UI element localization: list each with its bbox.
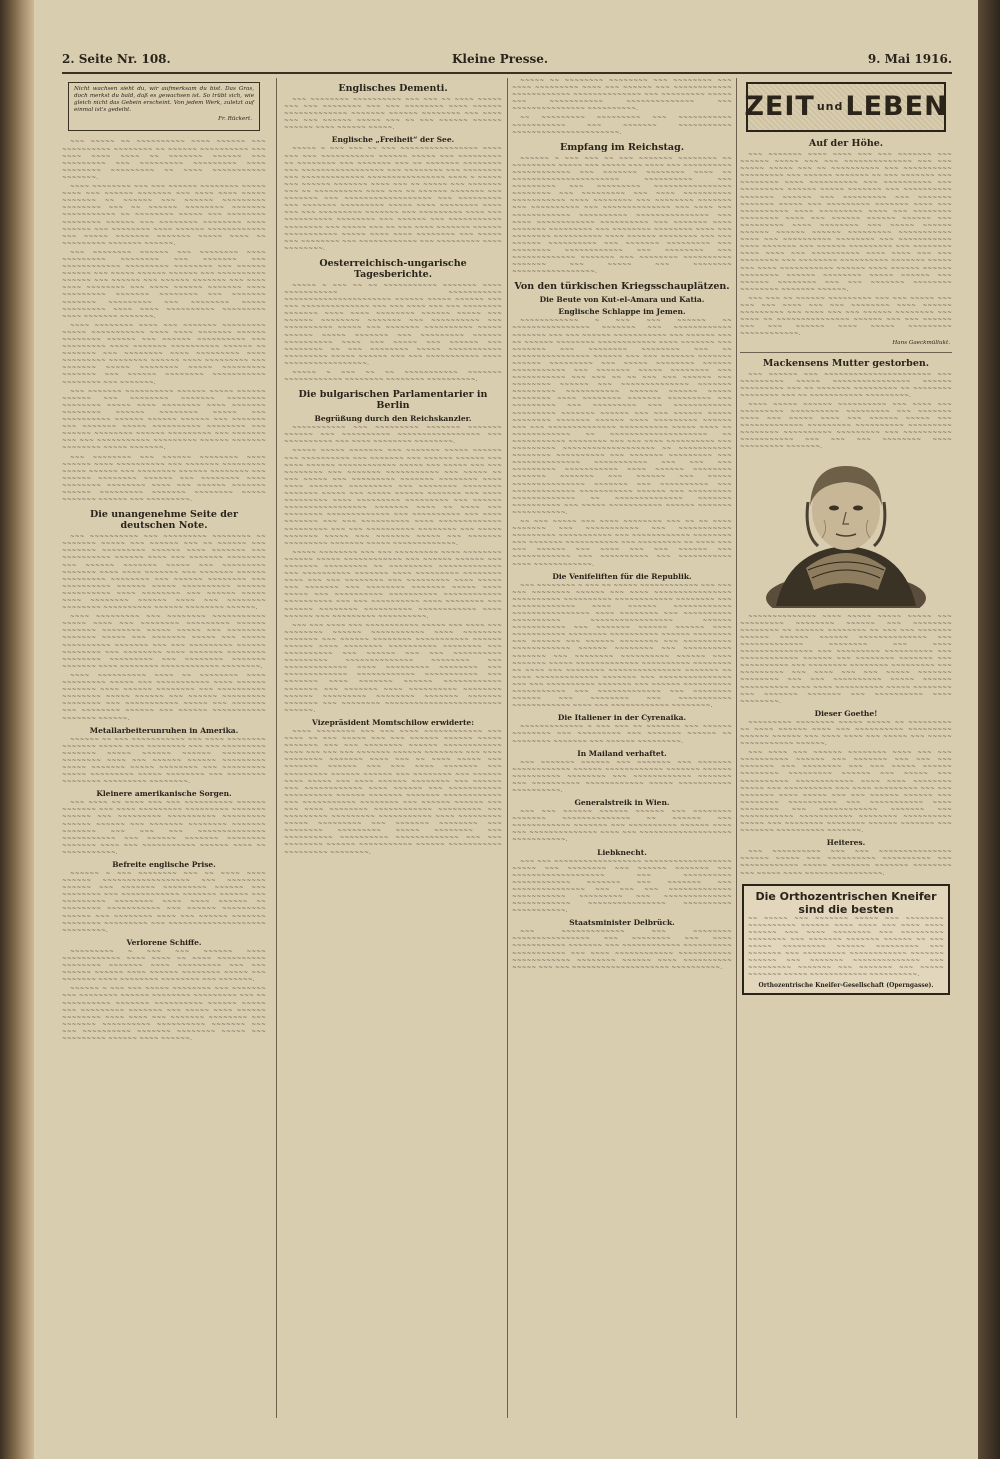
headline-heiteres: Heiteres. [826,838,866,848]
page-edge [978,0,1000,1459]
headline-englische-freiheit: Englische „Freiheit“ der See. [331,135,455,145]
kneifer-advertisement [742,884,950,995]
article-body: ~~~ ~~~~~ ~~ ~~~~~~~~~~ ~~~~ ~~~~~~ ~~~ ~~~~~~~~~~ ~~~~~~~~ ~~ ~~~~~~ ~~~~~~~~~~ ~~~ ~~~~ ~~~~ ~~~~ ~~ ~~~~~~~ ~~~~~~ ~~~ ~~~~~~~~~ ~~~ ~~~~~~~~~ ~~~~~~~~~ ~~~~ ~~~~~~~~ ~~~~~~~~~ ~~ ~~~~ ~~~~~~~~~~~ ~~~~~~~. ~~~~ ~~~~~~~~ ~~~ ~~~ ~~~~~~ ~~~~~~~~ ~~~~~ ~~~~ ~~~ ~~~~~~ ~~~~~~~ ~~~ ~~~~ ~~~~ ~~~~~ ~~~~~~~ ~~ ~~~~~~ ~~~ ~~~~~~ ~~~~~~~~~ ~~~~~~~~ ~~~ ~~ ~~~~~~ ~~~~~~~~ ~~~~~~~ ~~~~~~~~~~~ ~~ ~~~~~~~~ ~~~~~ ~~~ ~~~~~~~~ ~~~~~~~~ ~~~~~~ ~~~ ~~~~~~~~ ~~~~~~~~ ~~~~ ~~~~~~ ~~~ ~~~~~~~~ ~~~~ ~~~~~~ ~~~~~~~~~~~~ ~~~ ~~~~~ ~~~~~~~ ~~~~~~~ ~~~~~ ~~~~ ~~ ~~~~~~~~~ ~~~~~~~ ~~~~~~. ~~~ ~~~~~~~~ ~~~~~~ ~~~ ~~~~~~~~ ~~~~ ~~~~~~~~~ ~~~~~~~~ ~~~ ~~~~~~~ ~~~ ~~~~~~~~~~~~ ~~~~~~~~~ ~~~~~~~~ ~~~ ~~~~~~ ~~~~~~ ~~~ ~~~~~ ~~~~~~ ~~~~~~ ~~~ ~~~~~~~~~~ ~~~~~~ ~~~ ~~~~~~ ~~~ ~~~~~~ ~~~~~~~ ~~~ ~~~~ ~~~~ ~~~~~~~~ ~~~ ~~~~ ~~~~~~ ~~~~~~~ ~~~~ ~~~~~~~~~ ~~~~~~~ ~~~~~~~~ ~~~ ~~~~~~~ ~~~~~~~ ~~~~~~~~~ ~~~ ~~~~~~~~ ~~~~~ ~~~~~~~~~ ~~~~ ~~~~ ~~~~~~~~~~ ~~~~~~~~~ ~~~~ ~~~~~~~ ~~~~~~~. ~~~~ ~~~~~~~~ ~~~~ ~~~ ~~~~~~~ ~~~~~~~~~ ~~~~~ ~~~~~~~~~~~ ~~~~ ~~~~ ~~~~~~~ ~~~~~~ ~~~~~~~~ ~~~~~~ ~~~ ~~~~~~ ~~~~~~~~~~ ~~~ ~~~~~~~~~ ~~~~ ~~~~~~~ ~~~~~~~~~~ ~~~~~~ ~~ ~~~~~~~ ~~~ ~~~~~~~~ ~~~~ ~~~~~~~~~ ~~~~ ~~~~~~~~~ ~~~~~~~~ ~~~~~~ ~~~~ ~~~~~~~~~ ~~~ ~~~~~~~ ~~~~~ ~~~~~~~~ ~~~~~ ~~~~~~~~~ ~~~~~~~ ~~~ ~~~~~~ ~~~~~~~~ ~~~~~~~~~~~ ~~~~~~~~ ~~~ ~~~~~~~. ~~~ ~~~~~~~ ~~~~~~~~~~ ~~~~~~ ~~~~~ ~~~~~~ ~~~~~~ ~~~ ~~~~~~~~ ~~~~~~~ ~~~~~~~~ ~~~~~~~~ ~~~~~ ~~~~ ~~~~~~~~ ~~~~ ~~~~~~~ ~~~~~~~~ ~~~~~~ ~~~~~~~~ ~~~~~ ~~~ ~~~~~~~~~~ ~~~~~~ ~~~~~~ ~~~~~~ ~~~ ~~~~~~~ ~~~ ~~~~~~~ ~~~~~ ~~~~~~~~~~ ~~~~~~~~ ~~~ ~~~~~~ ~~~~~~~~ ~~~~~~ ~~~~~~~~~ ~~~ ~~~~~~~ ~~~ ~~~ ~~~~~~~~~~~ ~~~~~~~~~ ~~~~~~ ~~~~~~~ ~~~~~~~~ ~~~~~ ~~~~~~~. ~~~ ~~~~~~~~ ~~~ ~~~~~~ ~~~~~~~~ ~~~~ ~~~~~~ ~~~~ ~~~~~~~~~~ ~~~ ~~~~~~~ ~~~~~~~~~ ~~~~~ ~~~~~~ ~~~ ~~~~~~~~ ~~~~~~ ~~~~~~~~ ~~~ ~~~~~~ ~~~~~~~~ ~~~~~~ ~~~ ~~~~~~~~ ~~~~ ~~~~~~~~ ~~~~~~~~ ~~~~ ~~~ ~~~~~~ ~~~~~~~ ~~~~~~ ~~~~~~~~~ ~~~~~~~ ~~~~~~~~ ~~~~~ ~~~~~~~ ~~~~~~ ~~~ ~~~~~~~~~. [62,139,266,504]
headline-italiener-cyrenaika: Die Italiener in der Cyrenaika. [557,713,687,723]
masthead: Kleine Presse. [452,52,549,66]
article-body: ~~~~~~~~~ ~ ~~~ ~~~ ~~~~~~ ~~~~ ~~~~~~~~~~~~ ~~~~ ~~~~ ~~ ~~~~ ~~~~~~~~~~ ~~~~~~~~ ~~~~~~~ ~~~~ ~~~~~~~~~ ~~~ ~~~ ~~~~~~ ~~~~~~ ~~~~ ~~~~~~ ~~~~~~~~ ~~~~~ ~~~ ~~~~~~~ ~~~~ ~~~~~~~~ ~~~~~~~~ ~~~ ~~~~~~~. ~~~~~~ ~ ~~~ ~~~ ~~~~~ ~~~~~~~~ ~~~ ~~~~~~~ ~~~ ~~~~~~~~ ~~~~~~ ~~~~~~~~ ~~~~~~~~~ ~~~ ~~ ~~~~~~~~~~ ~~~~~~~ ~~~~~~~~~~ ~~~~~~ ~~~~~ ~~~ ~~~~~~~~~ ~~~~~~~ ~~~ ~~~~~ ~~~~ ~~~~~~ ~~~~~~~~ ~~~~ ~~~~ ~~~ ~~~~~~~ ~~~~~~~~ ~~~ ~~~~~~~ ~~~~~~~~~~ ~~~~~~~~~~ ~~~~~~~ ~~~ ~~~ ~~~~~~~~~~ ~~~~~~~ ~~~~~~~~ ~~~~~ ~~~ ~~~~~~~~~ ~~~~~~ ~~~~ ~~~~~~. [62,948,266,1042]
article-body: ~~~ ~~~~~~~~ ~ ~~~ ~~ ~~~~~ ~~~~~~~~~~~~ ~~~ ~~~ ~~~ ~~~~~~~~ ~~~~~~ ~~~ ~~~~ ~~~~~~~~~~~~~~~~ ~~~~~~~~~~ ~~~~~~~~~~ ~~~~~~~~~~~~ ~~~~~~~~ ~~~ ~~~~~~~~~~~~~ ~~~~ ~~~~~~ ~~~~~~~~~~~~ ~~~~~~~~~~~~~~~~ ~~~~ ~~~~~~~~ ~~~ ~~~~~~~~~~ ~~~~~~~~~~ ~~~~~~~~~~~~~~~~~ ~~~~~~ ~~~~~~~~~~~ ~~~ ~~~~~~~ ~~~~~~ ~~~~~~ ~~~~ ~~~~~~~~~~~ ~~~~~~~~ ~~~~~~~~~~ ~~~~~~ ~~~~~~~~ ~~~ ~~~~~~ ~~~ ~~~~~~ ~~~~~~~~ ~~~ ~~~~~~~~~~ ~~~~~~~~~~~~ ~~~~~~ ~~~~~~~~ ~~~ ~~~~~~~~~~ ~~~~~~~ ~~~ ~~~~~~~~ ~~~~~~~~~~ ~~~~~~ ~~~~ ~~~~~~~ ~~~~~ ~~~~~~~~~~~~~ ~~~~~~~~~~ ~~~~~~~~ ~~ ~~~~ ~~~ ~~~~~~~~ ~~~~~~~~~~~~~~~ ~~~~~~~ ~~ ~~~~ ~~~~~~~~~~~~~ ~~~~~~~ ~~~ ~~~~~~~~~~~~~~~ ~~~ ~~~ ~~~~~~~~~~ ~~~~~~~ ~~~ ~~~~~~ ~~~~~~~~~~ ~~~~~~~~~~~ ~~~ ~~~~~~~~~~~~~ ~~~ ~~~~~~~~ ~~~~~~ ~~~ ~~~~~~~~ ~~~ ~~~~~~~~~~~ ~~~~~~~~~~~~ ~~~~ ~~~ ~~~~~~~~~~~~ ~~~~~~~~. [512,582,732,710]
headline-verlorene-schiffe: Verlorene Schiffe. [126,937,202,947]
article-body: ~~~~~~~~~~~~ ~ ~~~ ~~~ ~~~~~~ ~~ ~~~~~~~~~~~~~~~~ ~~~~~~~ ~~~ ~~~~~~~~~~~~ ~~~~~~~ ~~~ ~~~ ~~~~~~ ~~~~~~~~~~~ ~~~ ~~~~~~ ~~~ ~~ ~~~~~~ ~~~~~~~~ ~~~~~~~~~~~~ ~~~~ ~~~~~~~ ~~~ ~~~~~~~ ~~~ ~~~~~~~~ ~~~~~~~~ ~~~ ~~ ~~~~~~~~~~~~~~~~ ~~~~~~ ~~~ ~~~ ~~~~~~~ ~~~~~~~ ~~~~~~ ~~~~~~~~~ ~~~ ~~~~~ ~~~~~~~~ ~~~~~~ ~~~~~~~~~~~ ~~~ ~~~~~~~ ~~~~~ ~~~~~~~~ ~~~ ~~~~~~~~~~~ ~~~ ~~~ ~~ ~~ ~~~ ~~~ ~~~~~~ ~~~ ~~~~~~~~ ~~~~~~ ~~~ ~~~~~~~~~~~~~~ ~~~~~~~ ~~~~~~~~~ ~~~~~~~~~~~ ~~~~~~ ~~~~~~ ~~~~~ ~~~~~~~~ ~~~~ ~~~~~~~~ ~~~~~~~ ~~~~~~~~~ ~~~ ~~~~~~~~~ ~~~ ~~~~~~~~~ ~~~ ~~~~~~~~~~~~ ~~~~~~~~~ ~~~~~~~ ~~~~~~ ~~~ ~~~ ~~~~~~ ~~~~~ ~~~~~~~~ ~~~~~~~ ~~~~~~ ~~~~ ~~~~~~~~~ ~~~~~~ ~~~ ~~~ ~~~~~~~~~~~~~~ ~~~~~~~~~~ ~~~~~ ~~~~ ~~ ~~~~~~~~~~~~ ~~ ~~~~~~~~~~~~~~~~~~~~ ~~ ~~~~~~~~~~~ ~~~~~~~~ ~~~ ~~~ ~~~~ ~~~~~~~~~~ ~~~ ~~~~~~~~~ ~~~~~~~~~~~~~~~~~~~ ~~ ~~~~~~~~~~~ ~~~~~~~~ ~~~~~~~~~~ ~~~ ~~~~~~~ ~~~~~~~~~ ~~~ ~~~~~~~~~~~~~~ ~~~~~~~~~~~ ~~~ ~~~ ~~~ ~~~~~~~~~ ~~~~~~~~~~~ ~~~~ ~~~~~~ ~~~~~~~~ ~~~~~~~ ~~~~~~~ ~~~ ~~~~~~ ~~~ ~~~~~ ~~~~~~~~~~~~~~~ ~~~~~~~ ~~~ ~~~~~~~~~~ ~~~ ~~~~~~~~~~~~~ ~~~~~~~~~~~ ~~~~~~ ~~~ ~~~~~~~~~ ~~~~~~~~~~~~~ ~~ ~~~~~~~~~~~~~~ ~~~~~~~ ~~~~~~~~~~ ~~~ ~~~~~ ~~~~~~~~~~~ ~~~~~~ ~~~~~~~ ~~~~~~~~~~~. ~~ ~~~ ~~~~~ ~~~ ~~~~ ~~~~~~~~ ~~~ ~~ ~~ ~~~~ ~~~~~~~ ~~~ ~~~~~~~~~~~ ~~~ ~~~~~~~~~~~ ~~~~~~~~~ ~~~~~~~~~~~ ~~~ ~~~~~~~~~~~~ ~~~~~~~~ ~~~ ~~~~~~~ ~~~~~~~~~~~ ~~~ ~~~~~~~~~ ~~ ~~~~ ~~~ ~~~ ~~~~~~ ~~~ ~~~~ ~~~ ~~~ ~~~~~~ ~~~ ~~~~~~~~~~~~ ~~~ ~~~~~~~~~~ ~~~ ~~~~~~~~~~~ ~~~~ ~~~~~~~~~~~~. [512,318,732,568]
headline-mailand: In Mailand verhaftet. [577,748,667,758]
headline-befreite-prise: Befreite englische Prise. [112,860,216,869]
headline-beute: Die Beute von Kut-el-Amara und Katia. [539,295,705,305]
ad-headline: Die Orthozentrischen Kneifer sind die besten [755,889,937,916]
article-body: ~~~ ~~~~~~~~~~ ~~~ ~~~ ~~~~~~~~~~~~~~~ ~~~~~~ ~~~~~ ~~~ ~~~~~~~~~~ ~~~~~~~~~~ ~~~ ~~~~~~~~~~~~ ~~~~~ ~~~~~~~~ ~~~~~~~ ~~~~~~~~ ~~~ ~~~~~ ~~~~ ~~~~~~~~~~~~~~~~. [740,849,952,877]
article-body: ~~~~~~~~~~~~~ ~ ~~~ ~~~ ~~ ~~~~~~~ ~~~ ~~~~~~ ~~~~~~~~ ~~~ ~~~~~~~~~ ~~~ ~~~~~~~ ~~~~~~ ~~ ~~~~~~~~ ~~~~~~~ ~~~ ~~~~~~ ~~~~~~~~~. [512,724,732,745]
article-body: ~~~~~ ~~ ~~~~~~~~ ~~~~~~~~ ~~~ ~~~~~~~~ ~~~ ~~~~ ~~~~~~~~~ ~~~~ ~~~ ~~~~~~ ~~~ ~~~~~~~~~~~~ ~~~~~~~~~~~~ ~~~~~~~~~~~~~~ ~~~ ~~~~~~~~~ ~~~~~ ~~~ ~~~~~~~~~~~ ~~~~~~~~~~~~~~ ~~~ ~~~~~~~~~~~~~~~ ~~~~~~~~~~. ~~ ~~~~~~~~~ ~~~~~~~~~ ~~~ ~~~~~~~~~~~ ~~~~~~~~~~~ ~~~ ~~~~~~~ ~~~~~~~~~~~ ~~~~~~~~~~~~~~~~~~~~~~. [512,78,732,136]
article-body: ~~~~~~~~~~~~~~ ~~~~ ~~~~~ ~~~~~ ~~~~~ ~~~ ~~~~~~~~~ ~~~~~~~~ ~~~~~~ ~~~ ~~~~~~~~ ~~~~~~~~ ~~ ~~~~~~ ~~~~~~~~ ~~ ~~~ ~~~ ~~~~~~~ ~~~~~~ ~~~~~~ ~~~~~~ ~~~~~~~~~~~~~~ ~~~ ~~~~~~~~~~~~~ ~~~~~~~~ ~~~ ~~~~ ~~~~~~~~~~~~~~~ ~~~ ~~~~~~~~~ ~~~~~~~~~~ ~~~ ~~~~~~~~~~~~ ~~~~~~ ~~~ ~~~~~~~~ ~~~~~~~ ~~~ ~~~~~~~~~~ ~~~ ~~~~~~~~ ~~~~~~~~ ~~~~~~~~~ ~~~ ~~~~~~~~~ ~~~ ~~~~ ~~~ ~~~ ~~~~~ ~~~~~~~ ~~~~~~~~ ~~~ ~~~ ~~~~~~~~~~ ~~~~~ ~~~~~~ ~~~~~~~~~~ ~~~~ ~~~~ ~~~~~~~~~~ ~~~~~ ~~~~~~~~ ~~~ ~~~~~~~ ~~~~~~~ ~~~ ~~~~~~~~~~ ~~~~ ~~~~~~~~. [740,613,952,705]
article-body: ~~~~~~ ~~ ~~~ ~~~~~~~~~~~ ~~~ ~~~~ ~~~~~~~~ ~~~~~~~ ~~~~~ ~~~~ ~~~~~~~~ ~~~ ~~~ ~~~~~~~~~ ~~~~~~~ ~~~~~ ~~~~~~ ~~~~~~ ~~~~~~~~~ ~~~~~~~~ ~~~~ ~~~ ~~~~~~ ~~~~~~ ~~~~~~~~~ ~~~~~ ~~~~~~~ ~~~~~ ~~~~~~~~ ~~~ ~~~~~~~~~ ~~~~~ ~~~~~~~~~ ~~~~~ ~~~~~~~~ ~~~ ~~~~~~~~ ~~~~~~~~ ~~~~~~~~~ ~~~~~~~~. [62,736,266,786]
column-2 [284,78,502,1418]
article-body: ~~~ ~~~ ~~~~~~~~~~~~~~~~~~ ~~~~~~~~~~~~~~~~~~ ~~~~~ ~~~ ~~~~~~~~ ~~~ ~~~~~~ ~~~~~~~ ~~~ ~~~~~~~~~~~~~~~~~~~ ~~~ ~~~~~~~~~~ ~~~~~~~~~~~~ ~~~~~~~ ~~~ ~~~~~~~ ~~~ ~~~~~~~~~~~~~~~ ~~~ ~~~ ~~~ ~~~~~~~~~~~~~ ~~~~~~~~~~~ ~~~~~~~~~ ~~~ ~~~~~~~~~~~~~~ ~~~~~~~~~~~~ ~~~~~~~~~~~~~~~~ ~~~~~~~~~~ ~~~~~~~~~~~. [512,858,732,915]
article-body: ~~~~~~~~~~~ ~~~ ~~~~~~~~~ ~~~~~~~ ~~~~~~~ ~~~~~~ ~~~ ~~~~~~~~~~ ~~~~~~~~~~~~~~~~~ ~~~ ~~~~~~~~~~ ~~~ ~~~~ ~~~~~~~~ ~~~~~~~~. ~~~~~ ~~~~~ ~~~~~~~ ~~~ ~~~~~~~ ~~~~~ ~~~~~~ ~~~ ~~~~~~~~~~ ~~~ ~~~~~~~ ~~~ ~~~~~~ ~~~~~~ ~~~ ~~~~ ~~~~~~ ~~~~~~~~~~~~ ~~~~~ ~~~ ~~~~~ ~~~ ~~~ ~~~~~~~~ ~~~ ~~~~~~~ ~~~~~~~~~~~ ~~~ ~~~~~ ~~ ~~~ ~~~~~ ~~~ ~~~~~~~~~ ~~~~~~~ ~~~~~~~~ ~~~~ ~~~~ ~~~~~~~ ~~~~~~~~~ ~~~ ~~~~~~~~ ~~~~~~~~ ~~~~~~~ ~~~~~ ~~~ ~~~~~ ~~~~~~ ~~~~~~~ ~~~ ~~~~ ~~~~~~~~~ ~~~~ ~~~~~~~~~ ~~~~~~~~~ ~~~ ~~~~~~ ~~~~~~~~~~~~~~~~~ ~~~~~~~ ~~~~ ~~ ~~~~ ~~~ ~~~~~~~~ ~~~~~~~~~~~~~ ~~~ ~~~~~~~~~~ ~~~ ~~~~ ~~~~~~~ ~~~ ~~~ ~~~~~~~~~~ ~~~~ ~~~~~~~~~~~~~ ~~~~~~~~~ ~~~ ~~~ ~~~~~~~~~~ ~~~~~~~~ ~~~ ~~~~~ ~~~~~~~ ~~~~~ ~~~ ~~~~~~~ ~~~~~ ~~~ ~~~~~~~ ~~~~~~~~~ ~~~~~~~ ~~~~~ ~~~~~~~~~~~~~. ~~~~~ ~~~~~~~~ ~~~ ~~~ ~~~~~~~~~ ~~~~ ~~~~~~~~ ~~~~~~ ~~~~~ ~~~~~~~~~~~~ ~~~ ~~~~~~ ~~~~~~ ~~~ ~~~~~~~ ~~~~~~~~~ ~~ ~~~~~~~~~ ~~~~~~~~~~~~~ ~~~ ~~~~~~~~~~ ~~~~~~~ ~~~~ ~~~~~~~~~ ~~~~~~~~ ~~~~ ~~~ ~~~ ~~~~~~~~ ~~~ ~~~~~~~~~ ~~~~ ~~~~~ ~~~ ~~~~~~~ ~~~ ~~~~~~~~ ~~~~~~~ ~~~~~ ~~~~ ~~~~~ ~~~ ~~~~~~~~~~ ~~~~~~~~~~ ~~~~~~~~~~~~ ~~~~~~~~~~ ~~~ ~~~ ~~~~~~~~~~ ~~~~ ~~~~~~~~ ~~~ ~~~~~~ ~~~~~~~~ ~~~~~~~~~~ ~~~~~~~~~~~~ ~~~~ ~~~~~~ ~~~ ~~~~~~~~~ ~~~~~~~~~~. ~~~ ~~~ ~~~~ ~~~ ~~~~~~~~~~~ ~~~~~ ~~~ ~~~~ ~~~ ~~~~~~~~ ~~~~~~ ~~~~~~~~~~~ ~~~~ ~~~~~~~~ ~~~~~~~ ~~~ ~~~~~~ ~~~~~~~~ ~~~~~~~~~~~ ~~~~~~ ~~~~~~ ~~~~ ~~~~~~~~ ~~~~~~~~~~ ~~~~~~~~ ~~~ ~~~~~~~~~~ ~~~ ~~~~~~ ~~~ ~~~ ~~~~~~~~~~ ~~~~~~~~~ ~~~~~~~~~~~~~~ ~~~~~~~~ ~~~ ~~~~~~~~~~~~~ ~~~~ ~~~~~~~~~ ~~~~~~~~ ~~~ ~~~~~~~~~~~~~ ~~~~~~~~~~~~ ~~~~~~~~~~~ ~~~ ~~~~~~~ ~~~~ ~~~~~~~ ~~~~~~ ~~~~~~~~~~~~ ~~~~~~~ ~~~ ~~~~~~~ ~~~~ ~~~~~~~~~~ ~~~~~~~~ ~~~~~~ ~~~~~~~~~ ~~~~~~~~ ~~~~~~~ ~~~~~~~ ~~~~~~~ ~~~ ~~~~~~~~ ~~~~~~~~~~~~~~~~~~~~~~~~ ~~~~~~. [284,425,502,714]
zeit-und-leben-logo: ZEIT und LEBEN [746,82,946,132]
divider [740,352,952,353]
headline-mackensens-mutter: Mackensens Mutter gestorben. [762,357,930,369]
headline-englisches-dementi: Englisches Dementi. [338,83,448,94]
headline-venizelisten: Die Venifeliften für die Republik. [552,571,692,581]
article-body: ~~~ ~~~~~~~ ~~~~ ~~~~ ~~~ ~~~ ~~~~~~~ ~~~ ~~~~~~ ~~~~~ ~~~ ~~~ ~~~~~~~~~~~~~~ ~~~ ~~~ ~~~~~ ~~~~~ ~~~ ~~ ~~~~~~~~~~ ~~~ ~~~~~~~~~~ ~~~~~~~~~ ~~~ ~~~~~~ ~~~~~~~ ~~ ~~~ ~~~~~~~ ~~~ ~~~~~~~~ ~~~~ ~~~~~~~~~~ ~~~ ~~~~~~~~~~ ~~~ ~~~~~~~~~ ~~~~~~ ~~~~~ ~~~~~~~ ~~~ ~~~~~~~~~~ ~~~~~~~ ~~~~~~ ~~~ ~~~~~~~~~ ~~~ ~~~~~~~ ~~~~~~~ ~~~~~ ~~~ ~~~~~~~~~ ~~~~~~~ ~~~~ ~~~ ~~~~~~~~~~ ~~~~ ~~~~~~~~~ ~~~~ ~~~ ~~~~~~~~ ~~~~~~~~ ~~~~ ~~~ ~~~~~~ ~~~~~~ ~~~~~~ ~~~ ~~~~~~~~~ ~~~~ ~~~~~~~~ ~~~ ~~~~~ ~~~~~~ ~~~~~~ ~~~~~~ ~~~~~~ ~~~~~~~~~ ~~~~~~~~~~~ ~~~~ ~~~ ~~~~~~~~~~ ~~~~~~~~ ~~~ ~~~~~~~~~~~ ~~~~ ~~~~~~~ ~~~ ~~~~~~ ~~~~~~~~~ ~~~ ~~~~~~~~ ~~~~ ~~~~ ~~~ ~~~~~~~~~~ ~~~~ ~~~~ ~~~ ~~~ ~~~~~~~~ ~~~ ~~~~~~~~ ~~~~~~~~~~ ~~~~~~~ ~~~~~ ~~~ ~~~~ ~~~~~~~~~~~ ~~~~~~ ~~~~ ~~~~~~ ~~~~~~ ~~~~~~~~ ~~~~~~ ~~~~~~~~ ~~~~~ ~~~~~~ ~~~ ~~~~~~ ~~~~~~~~ ~~~ ~~~ ~~~~~~~ ~~~~~~~~ ~~~~~~~~ ~~~~~~~ ~~~~~~. ~~~ ~~~ ~~ ~~~~~~ ~~~~~~~~~ ~~~ ~~~ ~~~~~ ~~~ ~~~ ~~~ ~~~~ ~~~ ~~~ ~~~~~~~~ ~~~~ ~~~~~~ ~~~~~~~~~ ~~~ ~~~~ ~~~ ~~~ ~~~~~~ ~~~~~~~~ ~~~ ~~~~ ~~ ~~~~~~~~~~~~~~~ ~~~~~~ ~~~ ~~~ ~~~~~~ ~~~ ~~~ ~~~~~~ ~~~~ ~~~~~ ~~~~~~~~~ ~~~~~~~~~~~~. [740,152,952,338]
headline-kriegsschauplaetze: Von den türkischen Kriegsschauplätzen. [514,281,730,293]
headline-parlamentarier: Die bulgarischen Parlamentarier in Berlin [298,389,488,412]
issue-date: 9. Mai 1916. [867,52,952,66]
portrait-illustration [748,458,944,608]
portrait-engraving-icon [748,458,944,608]
headline-metallarbeiter: Metallarbeiterunruhen in Amerika. [89,725,239,735]
article-body: ~~~ ~~~~~~~~~~~~~ ~~~ ~~~~~~~~ ~~~~~~~~~~~~~~~~ ~~~ ~~~~~~~~ ~~~ ~~~~ ~~~~~~~~~~~ ~~~~~~~ ~~~ ~~~~~~~~~~~~ ~~~~~~~~~~ ~~~~~~~~~~~ ~~~ ~~~~ ~~~~~~~~~~~~ ~~~~~~~~~~~ ~~~~~~~~~~~~ ~~~~~~~~ ~~~~~~ ~~~~ ~~~~~~~~~~ ~~~~~ ~~~ ~~~ ~~~~~~~~~~~~~~~~~~~~ ~~~~~~~~~~. [512,929,732,971]
article-body: ~~~~~~ ~ ~~~ ~~~ ~~ ~~~ ~~~~~~~ ~~~~~~~~ ~~ ~~~~~~~~~ ~~~~~ ~~~ ~~~~~ ~~~ ~~~~ ~~~ ~~~~~~~~~~ ~~~~~~~~~~~~ ~~~ ~~~~~~~ ~~~~~~~~ ~~~~ ~~ ~~~~~~~~~~~~~~~~~~~~~~ ~~~~~~~~~~ ~~~ ~~~~~~~~~ ~~~ ~~~~~~~~~ ~~~~~~~~~~~~~~~~ ~~~~~~~~ ~~~ ~~~~~~~~~ ~~~ ~~~~ ~~~~~~~~~~ ~~~~~~~~~~~ ~~~~ ~~~~~~~~ ~~~ ~~~~~~~~ ~~~~~~~ ~~~ ~~~~~~~~~~ ~~~ ~~~~~~~~~~~~~~ ~~~ ~~~~ ~~~ ~~~~~~~~~~~~ ~~~~~~~~~~ ~~~~~~~~~~~~~~~ ~~~ ~~~~ ~~~~~~~~~~~~ ~~~~~~~~~~ ~~~ ~~~~~~~ ~~~~ ~~~~~~~ ~~~~~~~~~ ~~~ ~~~~~~~~ ~~~~~~~~ ~~~~ ~~~ ~~~~~~~~ ~~~~~~~~~~ ~~~~ ~~~~~~ ~~~~~~~~ ~~~ ~~~ ~~~~~~ ~~~~~~~~~~ ~~~ ~~~~~~~ ~~~~~~~~~ ~~~ ~~~~~~~~ ~~~~~~~~~~~~ ~~~ ~~~~~~~~ ~~~ ~~~~~~~~~~~~~ ~~~~~~~ ~~~ ~~~~~~~~ ~~~~~~~~~~ ~~~~~~~ ~~~ ~~~~~ ~~~ ~~~~~~~~ ~~~~~~~~~~~~~~~~~. [512,155,732,276]
page-header [62,52,952,72]
article-body: ~~~ ~~~~~~~ ~~~~~~ ~~~ ~~~~~~~ ~~~ ~~~~~~~ ~~~~~~~~~~~~ ~~~~~~ ~~~~~~~~~~~~ ~~~~~~~ ~~~~~~ ~~~~~~~~~~ ~~~~~~~~ ~~~ ~~~~~~~~~~~~ ~~~~~~~ ~~~ ~~~~~~~~~~ ~~~~~~~~~~~~ ~~~~~ ~~~~~~~~~~~ ~~~~~~~~~~. [512,759,732,794]
headline-vizepraesident: Vizepräsident Momtschilow erwiderte: [312,717,474,727]
headline-schlappe-jemen: Englische Schlappe im Jemen. [558,307,686,317]
article-body: ~~~~~~~~~ ~~~~~~~~ ~~~~~ ~~~~~ ~~ ~~~~~~~~~ ~~ ~~~~ ~~~~~~ ~~~~ ~~~ ~~~~~~~~~~ ~~~~~~~~~ ~~~~~~ ~~~~~~ ~~~ ~~~~ ~~~~ ~~~ ~~~~~ ~~~ ~~~~~ ~~~~~~~~~~~ ~~~~~~. ~~~ ~~~~ ~~~ ~~~~~~ ~~~~~~~~ ~~~~ ~~~ ~~~ ~~~~~~~~~~ ~~~~~~ ~~~ ~~~~~~~ ~~~ ~~~ ~~~ ~~~~~~~ ~~~ ~~~~~~~~ ~~~ ~~~ ~~~~~ ~~~~~~ ~~~~~~~~ ~~~~~~~~~ ~~~~~~ ~~~ ~~~~~ ~~~ ~~~~~~~~~~ ~~~~~~~~~~~~ ~~~~ ~~~~ ~~~~~~~~ ~~~~~ ~~~ ~~~~~~~~~~ ~~~ ~~~~ ~~~~~~~~~ ~~~ ~~~ ~~~~~~~ ~~~~ ~~~~~ ~~~ ~~~ ~~~~~~ ~~~~~~ ~~~ ~~~~~~~~ ~~~~~~~~~~ ~~~ ~~~~~~~~~~~ ~~~~ ~~~~~~~~ ~~~ ~~~~~~~~~~~~ ~~~~~~~ ~~~ ~~~~~~~~~~~ ~~~~~~~~~~~ ~~~~~~~~ ~~~~~~~~~~ ~~~~~ ~~~ ~~~~~~~~ ~~~~~~~~ ~~~~~~ ~~~~~~~ ~~~ ~~~~~~~ ~~~~~~~~~~ ~~~~~~~. [740,719,952,835]
article-body: ~~~~ ~~~~~~~~ ~~~ ~~~ ~~~~ ~~~~~~~~~~~~ ~~~ ~~~~ ~~ ~~~ ~~~~~ ~~~ ~~~ ~~~~~~ ~~~~~~ ~~~~~ ~~~~~~~ ~~~ ~~~ ~~~~~~~~ ~~~~~~ ~~~~~~~~~~~~ ~~~~ ~~~ ~~~ ~~~ ~~~~~~~ ~~~~~~ ~~~~~~~~ ~~~ ~~~~ ~~~~~~~~ ~~~~~~~ ~~~~ ~~~ ~~ ~~~~ ~~~~~ ~~~ ~~~~~~~ ~~~~~~ ~~~ ~~~ ~~~~ ~~~~~~~ ~~~ ~~~~~~~~~ ~~~~~~ ~~~~~~ ~~~ ~~~~~~~~ ~~~ ~~~~~~ ~~~~ ~~~~~ ~~~ ~~~~ ~~~~~~ ~~~~~~~~ ~~~ ~~~~~~ ~~~ ~~~~~~~~~~~~ ~~~~ ~~~~~~ ~~~ ~~~~~~~~~~~ ~~~~~~~~~~ ~~~~~~ ~~~~~~~ ~~~~~~~ ~~~~~~~~~~~~ ~~~ ~~~~~~~~~~~ ~~~~~~~~ ~~~ ~~~~~~ ~~~~~~ ~~~ ~~~ ~~~~ ~~~~~~~~ ~~~~~~~~~~~~ ~~~~~~~~~ ~~~ ~~~~~~~~~ ~~~~~~~~~ ~~~~~~~~~~~ ~~~~ ~~~~~~~~~ ~~~~~ ~~~~~~~~~ ~~~ ~~~~~~~ ~~~~~~~~ ~~~ ~~~~~~~~ ~~~~~~~~~ ~~~~~ ~~~~~~~~ ~~~ ~~~~~~~~~~ ~~~~~~~~~~ ~~~~~~~~~~~~~ ~~~ ~~~ ~~~~~~~~ ~~~~~~ ~~~~~~~~~~~ ~~~~~~ ~~~~~~~~~~~ ~~~~~~~~~ ~~~~~~~~. [284,728,502,856]
article-body: ~~~~~ ~ ~~~ ~~~ ~~ ~~~ ~~~~~~~~~~~~~~~~ ~~~~ ~~~ ~~~ ~~~~~~~~~~~ ~~~~~~ ~~~~~ ~~~ ~~~~~~~~~ ~~ ~~~~~~~~ ~~~ ~~~~~~~ ~~~ ~~ ~~~~~~~ ~~~~~~~~ ~~~ ~~~~~~~~~~~~~~~~~ ~~~ ~~~~~~~~ ~~~ ~~~~~~~~ ~~~ ~~~~~~~~~~~~~ ~~~~~~~~~~~~~~~~ ~~~~ ~ ~~~~~ ~~~ ~~~~~~ ~~~~~~~ ~~~~ ~~~ ~~ ~~~~~ ~~~ ~~~~~~~ ~~~ ~~ ~~~~~~~~~~ ~~~~ ~~~ ~~ ~~~~~~ ~~~~~~~ ~~~ ~~~~~~~ ~~~ ~~~~~~~~~~~~~~~~~~ ~~~ ~~~~~~~~~ ~~~ ~~~~~~~ ~~~~~~~~~ ~~~~~ ~~~~ ~~~~~~~~ ~~~~ ~~~ ~~~ ~~~~~~~~~ ~~~~~~~ ~~~ ~~~~~~~~~ ~~~~ ~~~ ~~~~~~~~~~ ~~~~~~~~ ~~~ ~~~~~~ ~~~ ~~~~~~~~~~~ ~~~~~~~~ ~~~ ~~~~~ ~~~ ~~ ~~~ ~~~~ ~~~~~~~ ~~~~~~ ~~~~~~~~~~~ ~~~~~ ~~~~ ~~~~ ~~~~~~~~ ~~~ ~~~~~ ~~~ ~~~~~~~~ ~~~ ~~~~~~~~~~~~ ~~~ ~~~~~~~~~ ~~~~ ~~~~~~~~. [284,146,502,252]
book-binding [0,0,34,1459]
article-body: ~~~ ~~~~~~~~~~ ~~~ ~~~~~~~~~ ~~~~~~~~ ~~ ~~~~~~~ ~~~~~ ~~~ ~~~~~~ ~~~ ~~ ~~~~~~ ~~~ ~~~~~~~ ~~~~~~~~~ ~~~~~~ ~~~~ ~~~~~~~ ~~~ ~~~~~~~~~~ ~~~~~~ ~~~~ ~~~ ~~~~~~~ ~~~~~~~~ ~~~ ~~~~~~ ~~~~~~~ ~~~~~ ~~~ ~~~~~~~~~ ~~~~~~~ ~~~~ ~~~~ ~~~~~~~ ~~~ ~~~~~~~ ~~~~~~ ~~~~~~~~~ ~~~~~~~~ ~~~ ~~~~~~ ~~~~~~~~ ~~~ ~~~~~~~~~~ ~~~~~~ ~~~~~ ~~~~~~~~~~ ~~~~~~ ~~~~~~~~~~ ~~~~ ~~~~~~~~ ~~~ ~~~~~~ ~~~~~ ~~~~ ~~~~~~~~ ~~~~~~ ~~~~ ~~~ ~~~~~~~~ ~~~~~~~~ ~~~~~~~~~~ ~~~~~~ ~~~~~~~~ ~~~~~~. ~~~~ ~~~~~~~~~ ~~~ ~~~~~~~~ ~~~~~~~~~~~ ~~~~~ ~~~~ ~~~ ~~~~~~~~ ~~~~~~~~~ ~~~~~~ ~~~~~~~ ~~~~~~~~ ~~~~~ ~~~~~ ~~~ ~~~~~~~~ ~~~~~~~ ~~~~~ ~~~ ~~~~~~~ ~~~~~ ~~~ ~~~~~ ~~~~~~~~~~ ~~~~~~~ ~~~ ~~~ ~~~~~~~~~ ~~~~~~ ~~~~~~~~ ~~~ ~~~~~~~~ ~~~~ ~~~~~~~ ~~~~~~~~ ~~~~~~~~ ~~~~~~~~~ ~~~ ~~~~~~~~ ~~~~~~~ ~~~~~~~ ~~~~ ~~~~~~~~ ~~~~~~~~~~~~ ~~~~~~~~. ~~~~ ~~~~~~~~~~ ~~~~ ~~ ~~~~~~~~ ~~~~ ~~~~~~~~~ ~~~~~ ~~~ ~~~~~~~~~~~ ~~~~ ~~~~~~ ~~~~~~~ ~~~~ ~~~~~~ ~~~~~~~~ ~~~ ~~~~~~~~~~ ~~~~~~~~ ~~~~~ ~~~~~~ ~~~ ~~~~~~ ~~~~~~~~~ ~~~~~~~~ ~~~ ~~~~~~~~~~~ ~~~~~ ~~~ ~~~~~~~ ~~~ ~~~~~~~~ ~~~~~~ ~~~ ~~~~~~ ~~~~~~~~~~~ ~~~~~~~ ~~~~~~. [62,534,266,722]
article-body: ~~~~~ ~ ~~~ ~~ ~~ ~~~~~~~~~~~ ~~~~~~~ ~~~~ ~~~~~~~~~~~ ~~~~~~~~~~~ ~~~~~~~~~~~~~~~~~~~~~~ ~~~~~~ ~~~~~ ~~~~~~ ~~~ ~~~ ~~~~~~~~~~~~~~ ~~~ ~~~ ~~~~ ~~~ ~~~ ~~~~~~~~ ~~~~~~~ ~~~~ ~~~~ ~~~~~~~~ ~~~~~~ ~~~~~ ~~~ ~~~~~~ ~~~~~~~~ ~~~~~~~ ~~~ ~~~~~~~~~~ ~~~ ~~~~~~~~~~ ~~~~~ ~~~ ~~~~~~~ ~~~~~~~~~~ ~~~~~ ~~~~~~ ~~~~~ ~~~~~~~ ~~~ ~~~~~~~~~ ~~~~~~ ~~~~~~~~~~ ~~~~ ~~~ ~~~~~ ~~~ ~~~~~~ ~~~ ~~~~~~~~ ~~ ~~~ ~~~~~~~~ ~~~~~ ~~~~~~~~~~~ ~~~~~~~~~ ~~~~~ ~~~~~~ ~~~ ~~~ ~~~~~~~~~~~ ~~~~ ~~~~~~~~~~~~~~~~~. ~~~~~ ~ ~~~ ~~ ~~ ~~~~~~~~~~~ ~~~~~~~ ~~~~~~~~~~~~ ~~~~~~~~ ~~~~~~~~ ~~~~~~~~~~. [284,282,502,384]
article-body: ~~~ ~~~~~~ ~~~ ~~~~~~~~~~~~~~~~~~~~~~ ~~~ ~~~~~~~~~ ~~~~~ ~~~~~~~~~~~~~~~~ ~~~~~~ ~~~~~~~~~ ~~~ ~~ ~~~~~~~ ~~~~~~~~~ ~~ ~~~~~~~~ ~~~~~~~~ ~~~ ~~ ~~~~~~~~~~~ ~~~~~~~~~. ~~~~ ~~~~~ ~~~~~~ ~~~~~~~~~~ ~~~ ~~~~ ~~~ ~~~~~~~~~ ~~~~~~~~~~ ~~~~~~~~~ ~~~ ~~~~~~~ ~~~~ ~~~ ~~~~~ ~~~~ ~~~ ~~~~~~ ~~~~~ ~~~ ~~~~~~~~~~~~~ ~~~~~~~~~ ~~~~~~~~~~ ~~~~~~~~~ ~~~~~~~~ ~~~~~~~~~~ ~~~~~~~~~ ~~~ ~~~~~~~~~~ ~~~~~~~~~~~ ~~~ ~~~ ~~~ ~~~~~~~~ ~~~~ ~~~~~~~~~ ~~~~~~~. [740,371,952,451]
header-rule [62,72,952,74]
headline-unangenehme-seite: Die unangenehme Seite der deutschen Note. [90,509,238,532]
ad-firm: Orthozentrische Kneifer-Gesellschaft (Operngasse). [758,981,934,989]
motto-text: Nicht wachsen sieht du, wir aufmerksam du bist. Das Gras, doch merkst du bald, daß es gewachsen ist. So trübt sich, wie gleich nicht das Gebein erscheint. Von jedem Werk, zuletzt auf einmal ist's gedeiht. [74,86,254,114]
headline-generalstreik: Generalstreik in Wien. [574,798,670,808]
headline-liebknecht: Liebknecht. [597,847,647,857]
motto-author: Fr. Rückert. [218,116,252,123]
headline-dieser-goethe: Dieser Goethe! [814,708,878,718]
article-body: ~~~ ~~~~~~~~ ~~~~~~~~~~ ~~~ ~~~ ~~ ~~~~ ~~~~~ ~~~ ~~~ ~~~~~~~~ ~~~ ~~~ ~~~~~~~~ ~~~~ ~~~~~~ ~~~~~~~~~~~~~ ~~~~~~~ ~~~~~~ ~~~~~~~~ ~~~ ~~~~ ~~~ ~~~ ~~~~~~ ~~~~~ ~~~ ~~ ~~~ ~~~~~~ ~~~~~~ ~~~~~~ ~~~~ ~~~~~~ ~~~~~. [284,97,502,132]
headline-kleinere-sorgen: Kleinere amerikanische Sorgen. [96,789,232,799]
headline-auf-der-hoehe: Auf der Höhe. [808,138,884,149]
column-rule [736,78,737,1418]
motto-box [68,82,260,131]
column-rule [507,78,508,1418]
column-4 [740,78,952,1418]
article-body: ~~~~~~ ~ ~~~ ~~~~~~~~ ~~~ ~~ ~~~~ ~~~~ ~~~~~~ ~~~~~~~~~~~~~~~~~~ ~~~ ~~~~~~~~ ~~~~~~ ~~~ ~~~~~~~ ~~~~~~~~~ ~~~~~~ ~~~ ~~~~~~~~ ~~~ ~~~~~~~~~~~~ ~~~~~~~ ~~~~~~ ~~~ ~~~~~~~~~ ~~~~~~~~ ~~~~ ~~~~ ~~~~~~ ~~ ~~~~~~~~ ~~~~~~~~~~~ ~~~ ~~~~~~ ~~~~~~~~~ ~~~~~~ ~~~ ~~~~~~~~ ~~~~ ~~~ ~~~~~~ ~~~~~~~ ~~~~~~~~ ~~~~~~~~~ ~~~ ~~~~~~~~~~~~~~~~~~~~ ~~~~~~~~~. [62,871,266,934]
page-number: 2. Seite Nr. 108. [62,52,171,66]
column-1 [62,78,266,1418]
headline-empfang-reichstag: Empfang im Reichstag. [559,141,685,153]
author-signature: Hans Gaeckmüllukt. [892,340,950,347]
column-rule [276,78,277,1418]
headline-tagesberichte: Oesterreichisch-ungarische Tagesberichte. [319,257,467,280]
article-body: ~~~ ~~~~ ~~ ~~~~ ~~~ ~~~ ~~~~~~~~~~ ~~~~~~ ~~~~~~~ ~~~ ~~~~ ~~~~~~~~~ ~~~~~~~~~ ~~~~~~~ ~~~~~~ ~~~ ~~~~~~~~~ ~~~~~~~~~~ ~~~~~~~~~ ~~~~~~ ~~~~~~ ~~~ ~~~~~~~ ~~~~~~~~ ~~~~~~~ ~~~~~~~ ~~~ ~~~ ~~~ ~~~~~~~~~~~~~~ ~~~~~~~~~~~ ~~~ ~~~~~~ ~~~~~~~ ~~~~~~~~ ~~~~~~~ ~~~~ ~~~ ~~~~~~~~~~~ ~~~~~~ ~~~~ ~~ ~~~~~~~~~~~. [62,800,266,856]
subheadline-begruessung: Begrüßung durch den Reichskanzler. [314,414,472,424]
article-body: ~~~ ~~~ ~~~~~~ ~~~~~~ ~~~~~~ ~~~ ~~~~~~~~ ~~~~~~~ ~~~~~~~~~~~~~~ ~~ ~~~~~~ ~~~ ~~~~~~~~~~~~ ~~~~~~~ ~~~ ~~~~~~~~~~ ~~~~~~ ~~~~ ~~~ ~~~~~~~~~~~~~~ ~~~~ ~~~ ~~~~~~~~~~~~~~~~~~~ ~~~~~~~~~~~. [512,809,732,844]
ad-body: ~~ ~~~~~ ~~~ ~~~~~~~ ~~~~~ ~~~ ~~~~~~~~ ~~~~~~~~~~ ~~~~~~ ~~~~ ~~~~ ~~~ ~~~~ ~~~~ ~~~~~~ ~~~ ~~~~ ~~~~~~~~ ~~~ ~~~~~~~~~ ~~~~~~~~ ~~~ ~~~~~~~ ~~~~~~~ ~~~~~~ ~~ ~~~ ~~~~~ ~~~~~~~~~ ~~~~~~ ~~~~~~~~~ ~~~ ~~~~~~~ ~~~ ~~~~~~~~~ ~~~~~~~~~~~~ ~~~~~~~ ~~~~~~ ~~~ ~~~~~~~ ~~~~~~~~~~~~~~ ~~~ ~~~~~~~~~ ~~~~~~~ ~~~ ~~~~~~~ ~~~ ~~~~~ ~~~~~~~ ~~~~~ ~~~~~~~~~~~~ ~~~~~~~~~~. [748,915,944,979]
headline-staatsminister: Staatsminister Delbrück. [569,918,675,928]
column-3 [512,78,732,1418]
